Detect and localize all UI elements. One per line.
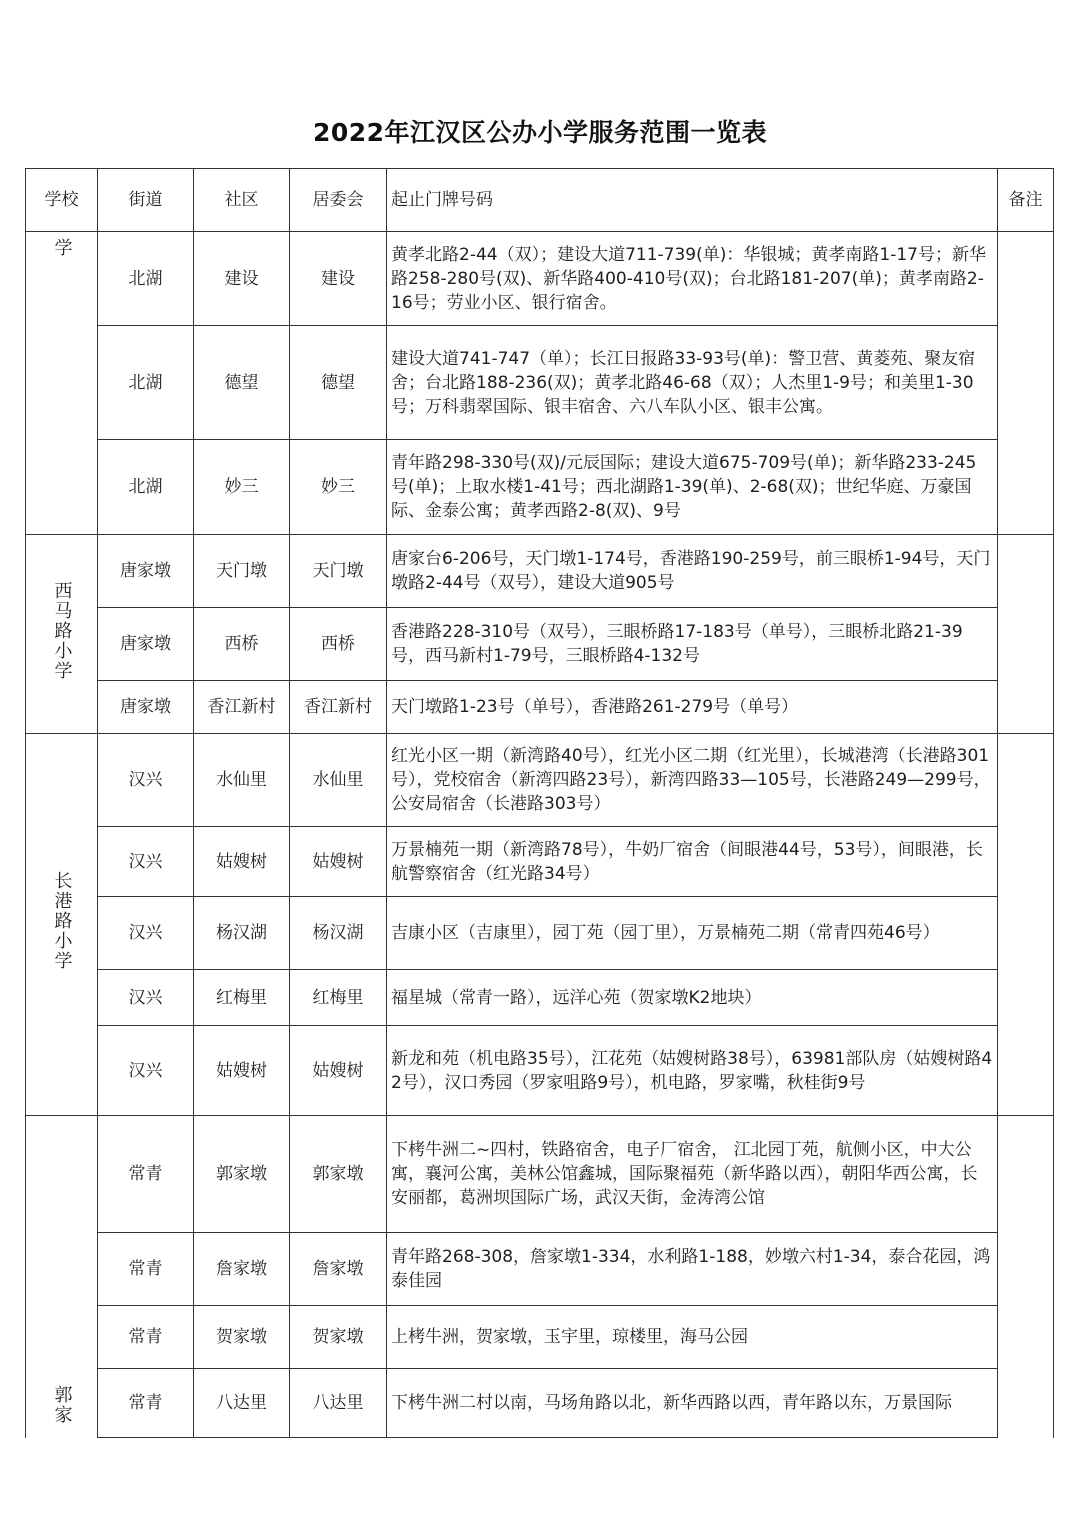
street-cell: 唐家墩 [98,608,194,681]
community-cell: 郭家墩 [194,1116,290,1233]
street-cell: 北湖 [98,232,194,326]
range-cell: 下栲牛洲二~四村，铁路宿舍，电子厂宿舍， 江北园丁苑，航侧小区，中大公寓，襄河公寓，美林公馆鑫城，国际聚福苑（新华路以西），朝阳华西公寓，长安丽都，葛洲坝国际广场，武汉天街，金涛湾公馆 [387,1116,998,1233]
school-cell [26,1116,98,1438]
header-community: 社区 [194,169,290,232]
table-row [26,1233,1054,1306]
street-cell: 汉兴 [98,827,194,897]
header-note: 备注 [998,169,1054,232]
range-cell: 天门墩路1-23号（单号），香港路261-279号（单号） [387,681,998,734]
committee-cell: 水仙里 [290,734,387,827]
committee-cell: 西桥 [290,608,387,681]
range-cell: 上栲牛洲，贺家墩，玉宇里，琼楼里，海马公园 [387,1306,998,1369]
table-row [26,535,1054,608]
street-cell: 北湖 [98,440,194,535]
street-cell: 常青 [98,1306,194,1369]
community-cell: 香江新村 [194,681,290,734]
school-cell [26,734,98,1116]
table-row [26,734,1054,827]
community-cell: 西桥 [194,608,290,681]
range-cell: 唐家台6-206号，天门墩1-174号，香港路190-259号，前三眼桥1-94号，天门墩路2-44号（双号），建设大道905号 [387,535,998,608]
range-cell: 建设大道741-747（单）；长江日报路33-93号(单)：警卫营、黄菱苑、聚友宿舍；台北路188-236(双)；黄孝北路46-68（双）；人杰里1-9号；和美里1-30号；万科翡翠国际、银丰宿舍、六八车队小区、银丰公寓。 [387,326,998,440]
community-cell: 詹家墩 [194,1233,290,1306]
page-title: 2022年江汉区公办小学服务范围一览表 [312,118,768,147]
school-name: 西马路小学 [51,580,73,681]
school-name: 学 [51,238,73,258]
header-street: 街道 [98,169,194,232]
street-cell: 汉兴 [98,897,194,970]
committee-cell: 杨汉湖 [290,897,387,970]
street-cell: 汉兴 [98,734,194,827]
community-cell: 红梅里 [194,970,290,1026]
committee-cell: 建设 [290,232,387,326]
range-cell: 黄孝北路2-44（双）；建设大道711-739(单)：华银城；黄孝南路1-17号；新华路258-280号(双)、新华路400-410号(双)；台北路181-207(单)；黄孝南路2-16号；劳业小区、银行宿舍。 [387,232,998,326]
table-row [26,897,1054,970]
community-cell: 天门墩 [194,535,290,608]
note-cell [998,535,1054,734]
community-cell: 建设 [194,232,290,326]
range-cell: 福星城（常青一路），远洋心苑（贺家墩K2地块） [387,970,998,1026]
street-cell: 常青 [98,1369,194,1438]
committee-cell: 红梅里 [290,970,387,1026]
header-range: 起止门牌号码 [387,169,998,232]
note-cell [998,734,1054,1116]
community-cell: 八达里 [194,1369,290,1438]
table-row [26,326,1054,440]
street-cell: 常青 [98,1233,194,1306]
service-range-table [25,168,1054,1438]
table-row [26,232,1054,326]
table-row [26,440,1054,535]
committee-cell: 姑嫂树 [290,1026,387,1116]
community-cell: 姑嫂树 [194,827,290,897]
committee-cell: 詹家墩 [290,1233,387,1306]
table-row [26,1306,1054,1369]
street-cell: 北湖 [98,326,194,440]
table-row [26,1369,1054,1438]
range-cell: 红光小区一期（新湾路40号），红光小区二期（红光里），长城港湾（长港路301号），党校宿舍（新湾四路23号），新湾四路33—105号，长港路249—299号，公安局宿舍（长港路303号） [387,734,998,827]
committee-cell: 姑嫂树 [290,827,387,897]
range-cell: 下栲牛洲二村以南，马场角路以北，新华西路以西，青年路以东，万景国际 [387,1369,998,1438]
street-cell: 唐家墩 [98,535,194,608]
committee-cell: 天门墩 [290,535,387,608]
committee-cell: 香江新村 [290,681,387,734]
table-header-row [26,169,1054,232]
community-cell: 妙三 [194,440,290,535]
note-cell [998,232,1054,535]
school-name: 郭家 [51,1384,73,1425]
street-cell: 唐家墩 [98,681,194,734]
street-cell: 汉兴 [98,970,194,1026]
range-cell: 新龙和苑（机电路35号），江花苑（姑嫂树路38号），63981部队房（姑嫂树路42号），汉口秀园（罗家咀路9号），机电路，罗家嘴，秋桂街9号 [387,1026,998,1116]
community-cell: 贺家墩 [194,1306,290,1369]
table-row [26,970,1054,1026]
table-row [26,827,1054,897]
community-cell: 德望 [194,326,290,440]
community-cell: 水仙里 [194,734,290,827]
committee-cell: 郭家墩 [290,1116,387,1233]
note-cell [998,1116,1054,1438]
table-row [26,608,1054,681]
street-cell: 汉兴 [98,1026,194,1116]
table-row [26,681,1054,734]
range-cell: 青年路268-308，詹家墩1-334，水利路1-188，妙墩六村1-34，泰合花园，鸿泰佳园 [387,1233,998,1306]
range-cell: 吉康小区（吉康里），园丁苑（园丁里），万景楠苑二期（常青四苑46号） [387,897,998,970]
range-cell: 青年路298-330号(双)/元辰国际；建设大道675-709号(单)；新华路233-245号(单)；上取水楼1-41号；西北湖路1-39(单)、2-68(双)；世纪华庭、万豪国际、金泰公寓；黄孝西路2-8(双)、9号 [387,440,998,535]
community-cell: 杨汉湖 [194,897,290,970]
community-cell: 姑嫂树 [194,1026,290,1116]
range-cell: 香港路228-310号（双号），三眼桥路17-183号（单号），三眼桥北路21-39号，西马新村1-79号，三眼桥路4-132号 [387,608,998,681]
school-name: 长港路小学 [51,871,73,971]
school-cell [26,232,98,535]
street-cell: 常青 [98,1116,194,1233]
table-row [26,1026,1054,1116]
committee-cell: 贺家墩 [290,1306,387,1369]
committee-cell: 德望 [290,326,387,440]
committee-cell: 妙三 [290,440,387,535]
table-row [26,1116,1054,1233]
committee-cell: 八达里 [290,1369,387,1438]
range-cell: 万景楠苑一期（新湾路78号），牛奶厂宿舍（间眼港44号，53号），间眼港，长航警察宿舍（红光路34号） [387,827,998,897]
school-cell [26,535,98,734]
header-school: 学校 [26,169,98,232]
header-committee: 居委会 [290,169,387,232]
